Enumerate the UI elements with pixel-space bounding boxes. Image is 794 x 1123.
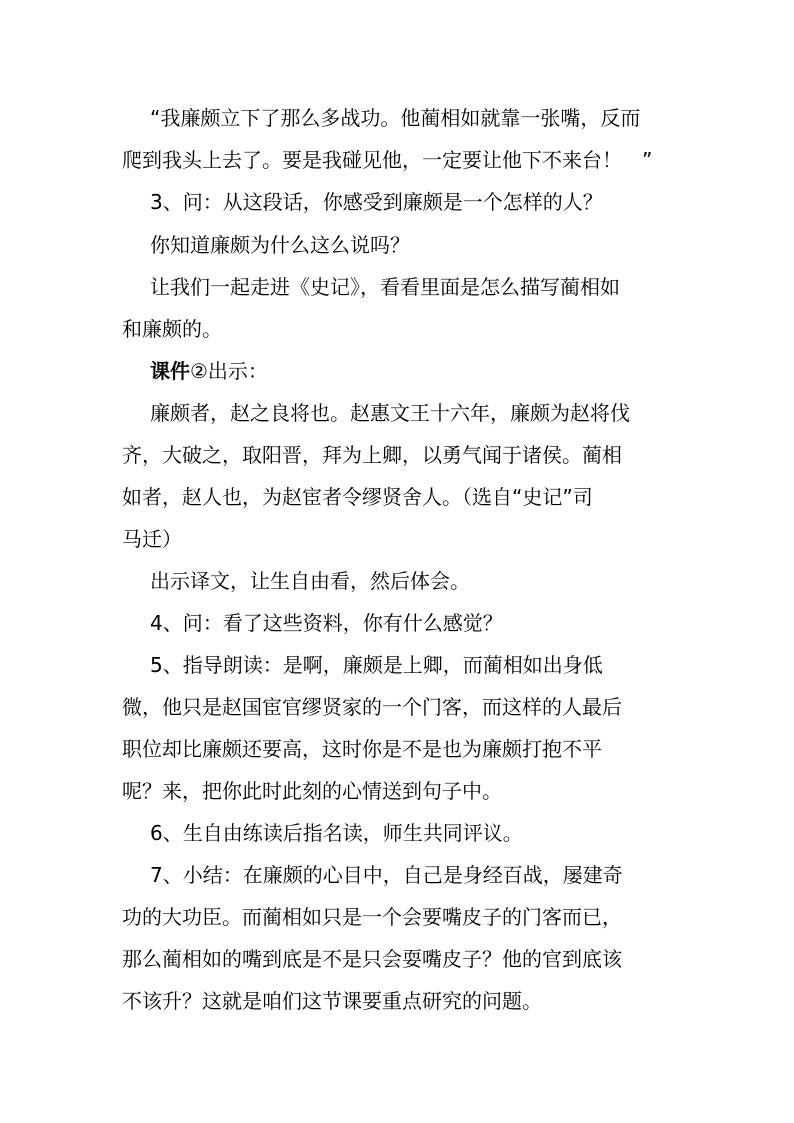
summary-line: 7、小结：在廉颇的心目中，自己是身经百战，屡建奇: [150, 863, 623, 887]
paragraph-line: 让我们一起走进《史记》，看看里面是怎么描写蔺相如: [150, 275, 620, 299]
paragraph-line: 呢？来，把你此时此刻的心情送到句子中。: [122, 779, 502, 803]
paragraph-line: 6、生自由练读后指名读，师生共同评议。: [150, 821, 523, 845]
quote-line: 马迁）: [122, 527, 182, 551]
question-line: 3、问：从这段话，你感受到廉颇是一个怎样的人？: [150, 190, 603, 214]
paragraph-line: 和廉颇的。: [122, 317, 222, 341]
quote-line: 如者，赵人也，为赵宦者令缪贤舍人。（选自“史记”司: [122, 485, 593, 509]
paragraph-line: 爬到我头上去了。要是我碰见他，一定要让他下不来台！ ”: [122, 148, 653, 172]
courseware-heading: 课件②出示：: [150, 359, 268, 383]
courseware-label: 课件: [150, 359, 190, 383]
paragraph-line: 出示译文，让生自由看，然后体会。: [150, 569, 470, 593]
paragraph-line: “我廉颇立下了那么多战功。他蔺相如就靠一张嘴，反而: [150, 106, 641, 130]
paragraph-line: 微，他只是赵国宦官缪贤家的一个门客，而这样的人最后: [122, 695, 622, 719]
summary-line: 不该升？这就是咱们这节课要重点研究的问题。: [122, 989, 542, 1013]
quote-line: 廉颇者，赵之良将也。赵惠文王十六年，廉颇为赵将伐: [150, 401, 630, 425]
paragraph-line: 5、指导朗读：是啊，廉颇是上卿，而蔺相如出身低: [150, 653, 603, 677]
summary-line: 那么蔺相如的嘴到底是不是只会耍嘴皮子？他的官到底该: [122, 947, 622, 971]
question-line: 4、问：看了这些资料，你有什么感觉？: [150, 611, 503, 635]
summary-line: 功的大功臣。而蔺相如只是一个会要嘴皮子的门客而已，: [122, 905, 622, 929]
quote-line: 齐，大破之，取阳晋，拜为上卿，以勇气闻于诸侯。蔺相: [122, 443, 622, 467]
paragraph-line: 你知道廉颇为什么这么说吗？: [150, 233, 410, 257]
paragraph-line: 职位却比廉颇还要高，这时你是不是也为廉颇打抱不平: [122, 737, 602, 761]
